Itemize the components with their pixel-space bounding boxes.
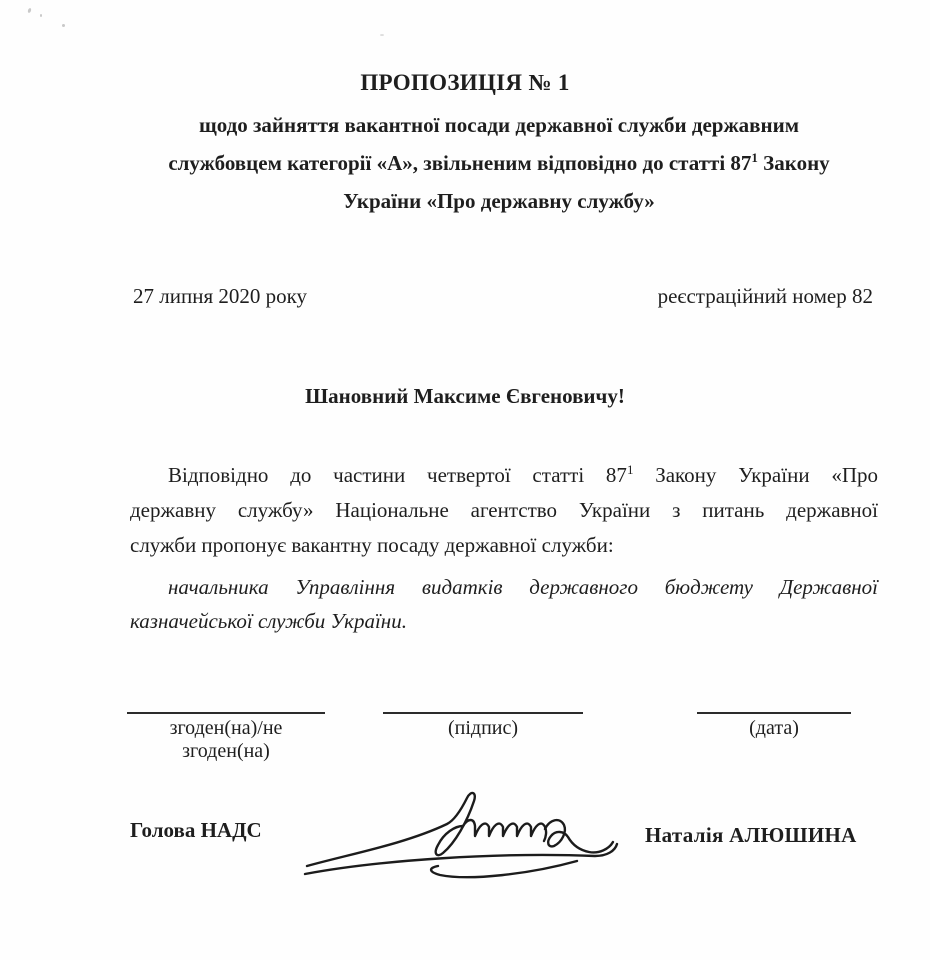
article-superscript: 1 — [751, 150, 758, 165]
signoff-name: Наталія АЛЮШИНА — [645, 823, 857, 847]
body-line-3: служби пропонує вакантну посаду державної служби: — [130, 533, 614, 557]
salutation: Шановний Максиме Євгеновичу! — [305, 384, 625, 408]
signature-label: (підпис) — [447, 717, 519, 739]
vacant-position-paragraph — [130, 570, 878, 638]
subtitle-line-2-text: службовцем категорії «А», звільненим відповідно до статті 87 — [168, 151, 752, 175]
agree-disagree-label: згоден(на)/не згоден(на) — [169, 717, 283, 762]
position-line-1: начальника Управління видатків державного бюджету Державної — [168, 575, 878, 599]
date-field — [697, 712, 851, 740]
subtitle-line-2 — [120, 144, 878, 182]
document-subtitle — [120, 106, 878, 220]
agree-disagree-field — [127, 712, 325, 763]
signature-field — [383, 712, 583, 740]
handwritten-signature-icon — [295, 786, 640, 891]
scan-artifact-speck — [40, 14, 42, 17]
body-paragraph — [130, 458, 878, 563]
signature-line — [383, 712, 583, 714]
signoff-position-title: Голова НАДС — [130, 818, 262, 842]
signature-line — [127, 712, 325, 714]
position-line-2: казначейської служби України. — [130, 609, 407, 633]
registration-number: реєстраційний номер 82 — [657, 284, 873, 308]
subtitle-line-2-tail: Закону — [757, 151, 830, 175]
article-superscript: 1 — [626, 462, 634, 477]
body-line-2: державну службу» Національне агентство України з питань державної — [130, 498, 878, 522]
subtitle-line-1: щодо зайняття вакантної посади державної служби державним — [198, 113, 800, 137]
signature-line — [697, 712, 851, 714]
body-line-1-tail: Закону України «Про — [633, 463, 878, 487]
subtitle-line-3: України «Про державну службу» — [343, 189, 655, 213]
meta-row — [133, 284, 873, 309]
scan-artifact-speck — [62, 24, 65, 27]
document-date: 27 липня 2020 року — [133, 284, 308, 308]
body-line-1 — [130, 458, 878, 493]
document-title: ПРОПОЗИЦІЯ № 1 — [360, 70, 570, 95]
scan-artifact-speck — [380, 34, 384, 36]
scan-artifact-speck — [27, 8, 32, 14]
body-line-1-text: Відповідно до частини четвертої статті 87 — [168, 463, 627, 487]
date-label: (дата) — [749, 717, 799, 739]
